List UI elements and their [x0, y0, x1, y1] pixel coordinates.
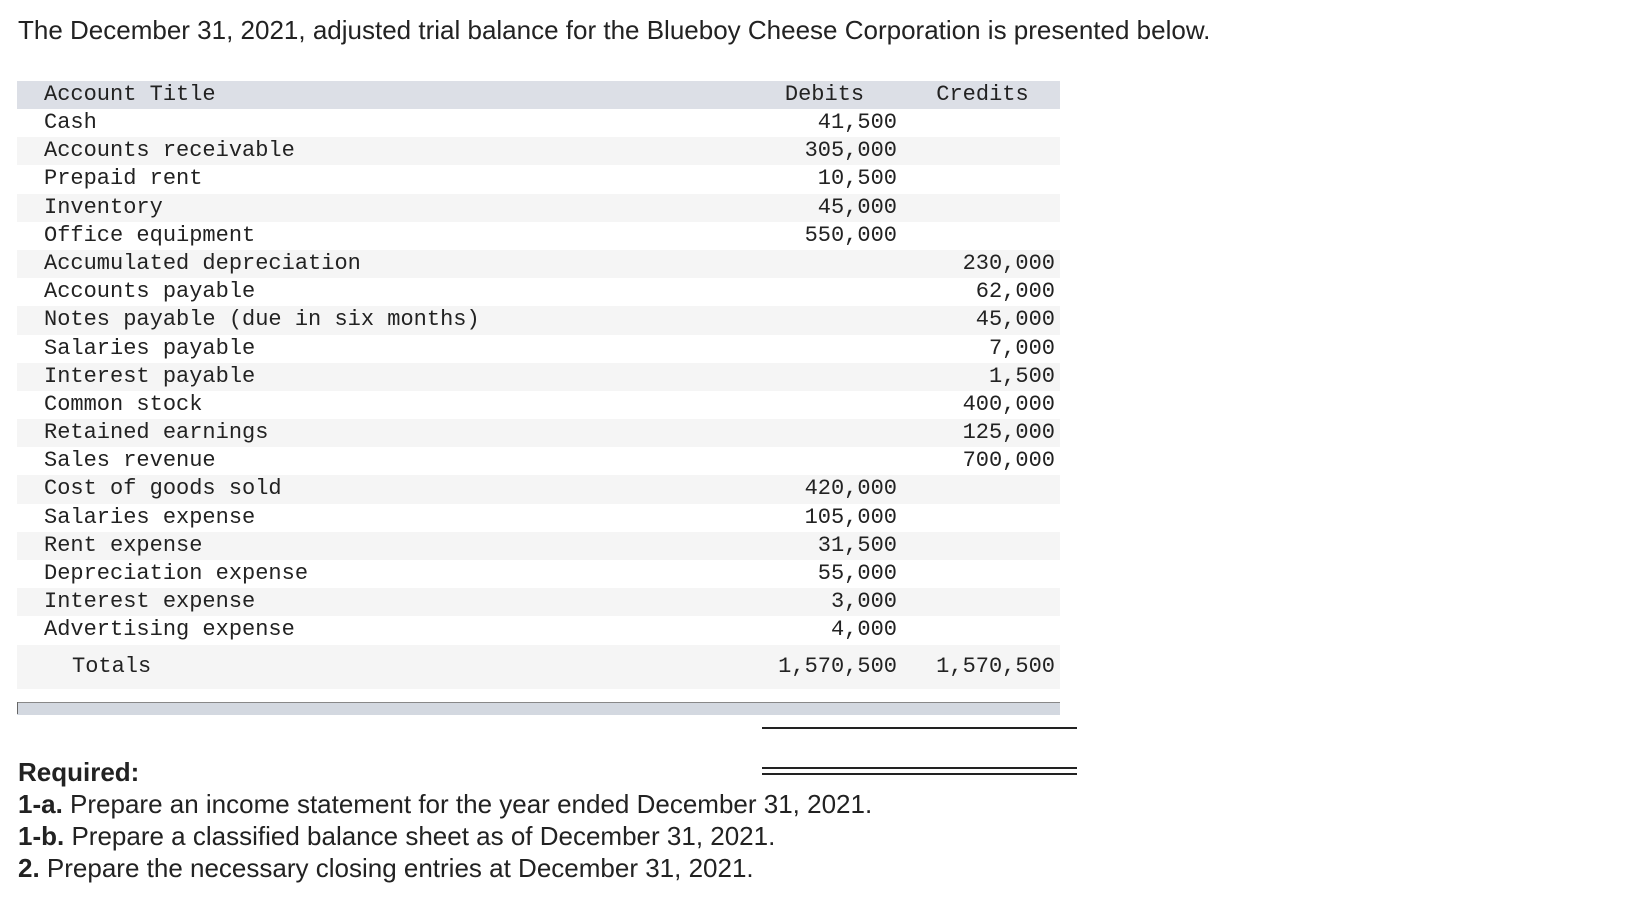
table-row: [17, 306, 1060, 334]
account-title-cell: Salaries expense: [44, 504, 256, 530]
table-row: [17, 137, 1060, 165]
account-title-cell: Office equipment: [44, 222, 256, 248]
account-title-cell: Interest payable: [44, 363, 256, 389]
account-title-cell: Cost of goods sold: [44, 476, 282, 502]
credit-subtotal-rule: [920, 727, 1077, 729]
table-row: [17, 250, 1060, 278]
debit-cell: 420,000: [804, 476, 897, 502]
account-title-cell: Notes payable (due in six months): [44, 307, 480, 333]
intro-text: The December 31, 2021, adjusted trial balance for the Blueboy Cheese Corporation is presented below.: [18, 15, 1211, 45]
table-row: [17, 363, 1060, 391]
account-title-cell: Common stock: [44, 391, 203, 417]
account-title-cell: Accounts payable: [44, 279, 256, 305]
table-row: [17, 616, 1060, 644]
debit-cell: 45,000: [817, 194, 897, 220]
required-item-1b: [18, 820, 872, 852]
account-title-cell: Accumulated depreciation: [44, 250, 361, 276]
account-title-cell: Interest expense: [44, 589, 256, 615]
table-row: [17, 391, 1060, 419]
totals-label: Totals: [72, 653, 152, 679]
table-row: [17, 475, 1060, 503]
account-title-cell: Retained earnings: [44, 420, 269, 446]
table-footer-tick: [17, 702, 18, 714]
table-row: [17, 532, 1060, 560]
table-header: [17, 81, 1060, 109]
credit-cell: 700,000: [962, 448, 1055, 474]
credit-cell: 1,500: [988, 363, 1055, 389]
account-title-cell: Depreciation expense: [44, 561, 309, 586]
account-title-cell: Advertising expense: [44, 617, 295, 643]
table-row: [17, 419, 1060, 447]
credit-cell: 62,000: [975, 279, 1055, 305]
totals-credit: 1,570,500: [936, 653, 1055, 679]
credit-cell: 45,000: [975, 307, 1055, 333]
table-row: [17, 447, 1060, 475]
table-row: [17, 194, 1060, 222]
table-row: [17, 278, 1060, 306]
required-text-1a: Prepare an income statement for the year ended December 31, 2021.: [62, 789, 873, 819]
header-account-title: Account Title: [44, 82, 216, 107]
totals-debit: 1,570,500: [778, 653, 897, 679]
header-debits: Debits: [784, 82, 865, 107]
table-row: [17, 109, 1060, 137]
required-text-1b: Prepare a classified balance sheet as of December 31, 2021.: [64, 821, 776, 851]
table-row: [17, 504, 1060, 532]
account-title-cell: Rent expense: [44, 532, 203, 558]
totals-row: [17, 645, 1060, 689]
credit-cell: 7,000: [988, 335, 1055, 361]
credit-double-underline: [920, 767, 1077, 775]
required-heading: Required:: [18, 757, 140, 787]
required-item-1a: [18, 788, 872, 820]
debit-subtotal-rule: [762, 727, 922, 729]
table-row: [17, 335, 1060, 363]
account-title-cell: Cash: [44, 110, 97, 135]
debit-cell: 31,500: [817, 532, 897, 558]
table-row: [17, 222, 1060, 250]
required-text-2: Prepare the necessary closing entries at December 31, 2021.: [39, 853, 754, 883]
debit-cell: 55,000: [817, 561, 897, 586]
required-label-1a: 1-a.: [18, 789, 63, 819]
debit-cell: 550,000: [804, 222, 897, 248]
debit-cell: 305,000: [804, 138, 897, 164]
required-label-1b: 1-b.: [18, 821, 65, 851]
table-footer-bar: [17, 702, 1060, 715]
table-row: [17, 165, 1060, 193]
debit-cell: 41,500: [817, 110, 897, 135]
header-credits: Credits: [936, 82, 1029, 107]
required-label-2: 2.: [18, 853, 40, 883]
table-row: [17, 588, 1060, 616]
account-title-cell: Salaries payable: [44, 335, 256, 361]
required-section: [18, 756, 872, 884]
debit-cell: 4,000: [830, 617, 897, 643]
debit-cell: 3,000: [830, 589, 897, 615]
credit-cell: 125,000: [962, 420, 1055, 446]
credit-cell: 230,000: [962, 250, 1055, 276]
required-item-2: [18, 852, 872, 884]
account-title-cell: Prepaid rent: [44, 166, 203, 192]
table-row: [17, 560, 1060, 588]
account-title-cell: Inventory: [44, 194, 163, 220]
account-title-cell: Sales revenue: [44, 448, 216, 474]
trial-balance-table: [17, 81, 1060, 689]
debit-cell: 10,500: [817, 166, 897, 192]
debit-cell: 105,000: [804, 504, 897, 530]
credit-cell: 400,000: [962, 391, 1055, 417]
account-title-cell: Accounts receivable: [44, 138, 295, 164]
